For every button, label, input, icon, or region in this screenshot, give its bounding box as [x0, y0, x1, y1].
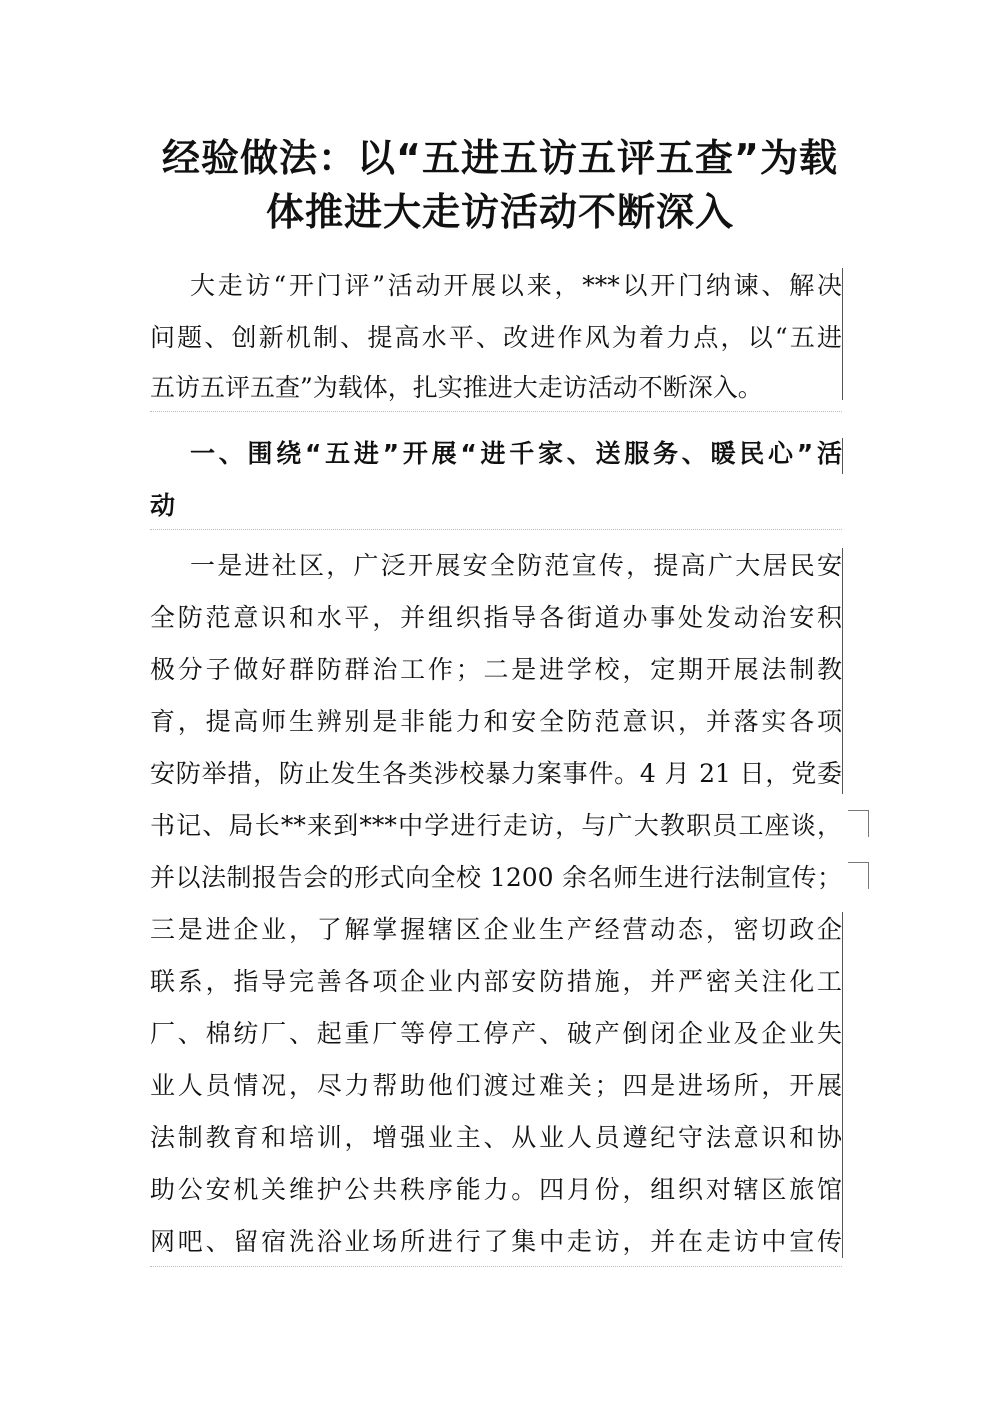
intro-line-2: 问题、创新机制、提高水平、改进作风为着力点，以“五进	[150, 323, 842, 352]
body-line-13: 助公安机关维护公共秩序能力。四月份，组织对辖区旅馆	[150, 1175, 842, 1204]
body-line-2: 全防范意识和水平，并组织指导各街道办事处发动治安积	[150, 603, 842, 632]
section-1-heading-line-1: 一、围绕“五进”开展“进千家、送服务、暖民心”活	[190, 439, 842, 468]
body-line-7: 并以法制报告会的形式向全校 1200 余名师生进行法制宣传；	[150, 863, 842, 892]
document-title-line-1: 经验做法：以“五进五访五评五查”为载	[162, 136, 838, 180]
margin-mark-body-bottom	[842, 912, 843, 1258]
body-line-3: 极分子做好群防群治工作；二是进学校，定期开展法制教	[150, 655, 842, 684]
section-1-heading-line-2: 动	[150, 491, 176, 520]
body-line-1: 一是进社区，广泛开展安全防范宣传，提高广大居民安	[190, 551, 842, 580]
body-line-14: 网吧、留宿洗浴业场所进行了集中走访，并在走访中宣传	[150, 1227, 842, 1256]
heading-divider	[150, 529, 842, 530]
intro-line-3: 五访五评五查”为载体，扎实推进大走访活动不断深入。	[150, 373, 763, 402]
body-line-10: 厂、棉纺厂、起重厂等停工停产、破产倒闭企业及企业失	[150, 1019, 842, 1048]
margin-mark-body-top	[842, 548, 843, 794]
paragraph-divider	[150, 411, 842, 412]
margin-mark-heading	[842, 438, 843, 474]
overflow-bracket-mark-1	[848, 810, 869, 837]
intro-line-1: 大走访“开门评”活动开展以来，***以开门纳谏、解决	[190, 271, 842, 300]
page-bottom-divider	[150, 1266, 842, 1267]
body-line-12: 法制教育和培训，增强业主、从业人员遵纪守法意识和协	[150, 1123, 842, 1152]
document-title-line-2: 体推进大走访活动不断深入	[265, 190, 734, 234]
overflow-bracket-mark-2	[848, 862, 869, 889]
body-line-11: 业人员情况，尽力帮助他们渡过难关；四是进场所，开展	[150, 1071, 842, 1100]
margin-mark-intro	[842, 268, 843, 400]
body-line-6: 书记、局长**来到***中学进行走访，与广大教职员工座谈，	[150, 811, 842, 840]
body-line-9: 联系，指导完善各项企业内部安防措施，并严密关注化工	[150, 967, 842, 996]
body-line-4: 育，提高师生辨别是非能力和安全防范意识，并落实各项	[150, 707, 842, 736]
body-line-8: 三是进企业，了解掌握辖区企业生产经营动态，密切政企	[150, 915, 842, 944]
body-line-5: 安防举措，防止发生各类涉校暴力案事件。4 月 21 日，党委	[150, 759, 842, 788]
